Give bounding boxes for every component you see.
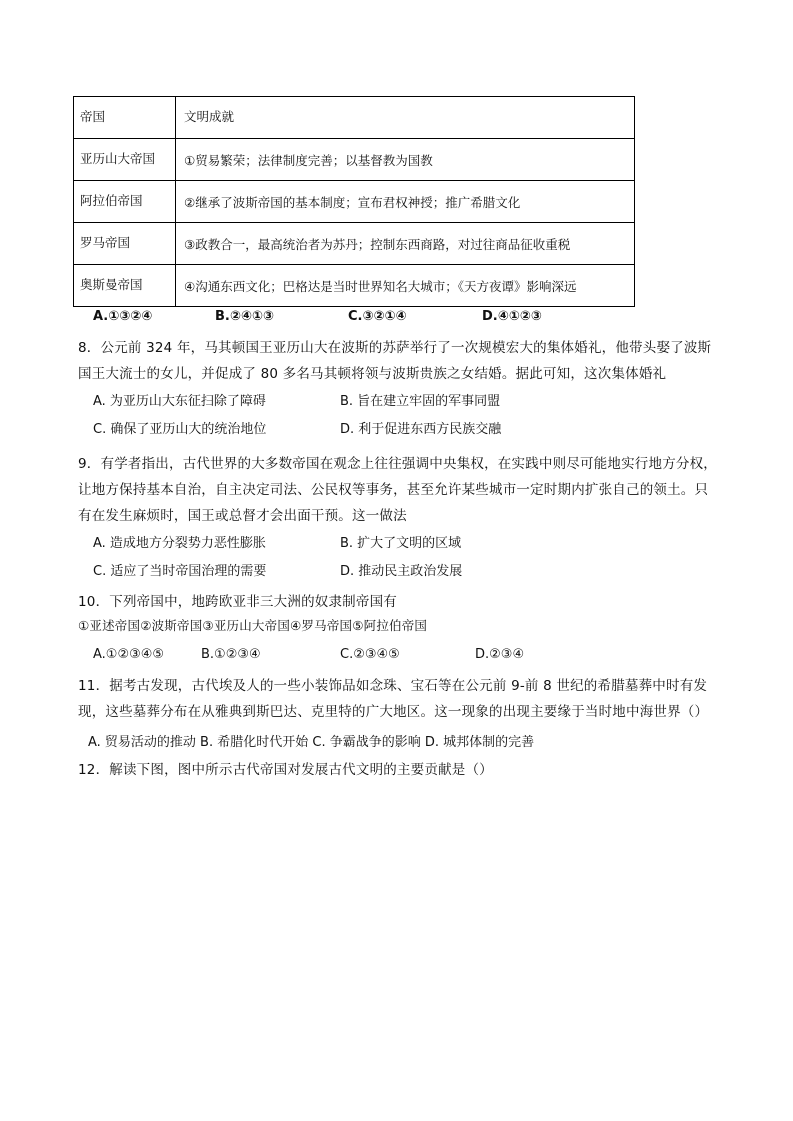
table-row <box>74 265 635 307</box>
table-header-row <box>74 97 635 139</box>
q7-option-b: B.②④①③ <box>215 309 274 324</box>
table-row <box>74 181 635 223</box>
table-cell-achievement: ②继承了波斯帝国的基本制度；宣布君权神授；推广希腊文化 <box>176 181 635 223</box>
q9-stem-line: 9．有学者指出，古代世界的大多数帝国在观念上往往强调中央集权，在实践中则尽可能地实行地方分权， <box>78 456 717 472</box>
q9-stem-line: 让地方保持基本自治，自主决定司法、公民权等事务，甚至允许某些城市一定时期内扩张自己的领土。只 <box>78 482 709 498</box>
table-cell-achievement: ①贸易繁荣；法律制度完善；以基督教为国教 <box>176 139 635 181</box>
q9-option-b: B. 扩大了文明的区域 <box>340 536 462 551</box>
q8-stem-line: 8．公元前 324 年，马其顿国王亚历山大在波斯的苏萨举行了一次规模宏大的集体婚礼，他带头娶了波斯 <box>78 340 712 356</box>
q8-option-a: A. 为亚历山大东征扫除了障碍 <box>93 394 266 409</box>
empire-achievement-table <box>73 96 635 307</box>
q9-option-d: D. 推动民主政治发展 <box>340 564 463 579</box>
table-row <box>74 223 635 265</box>
q10-items-line: ①亚述帝国②波斯帝国③亚历山大帝国④罗马帝国⑤阿拉伯帝国 <box>78 618 428 633</box>
q10-option-d: D.②③④ <box>475 647 525 662</box>
q7-option-d: D.④①②③ <box>482 309 542 324</box>
q9-option-c: C. 适应了当时帝国治理的需要 <box>93 564 267 579</box>
q11-options-line: A. 贸易活动的推动 B. 希腊化时代开始 C. 争霸战争的影响 D. 城邦体制的完善 <box>88 735 535 750</box>
q7-option-a: A.①③②④ <box>93 309 153 324</box>
table-cell-empire: 奥斯曼帝国 <box>74 265 176 307</box>
q10-option-a: A.①②③④⑤ <box>93 647 165 662</box>
q7-option-c: C.③②①④ <box>348 309 407 324</box>
q9-stem-line: 有在发生麻烦时，国王或总督才会出面干预。这一做法 <box>78 508 407 524</box>
q10-option-b: B.①②③④ <box>201 647 261 662</box>
table-header-empire: 帝国 <box>74 97 176 139</box>
q11-stem-line: 11．据考古发现，古代埃及人的一些小装饰品如念珠、宝石等在公元前 9-前 8 世纪的希腊墓葬中时有发 <box>78 678 708 694</box>
q8-option-c: C. 确保了亚历山大的统治地位 <box>93 422 267 437</box>
q12-stem-line: 12．解读下图，图中所示古代帝国对发展古代文明的主要贡献是（） <box>78 762 493 778</box>
q11-stem-line: 现，这些墓葬分布在从雅典到斯巴达、克里特的广大地区。这一现象的出现主要缘于当时地中海世界（） <box>78 704 709 720</box>
q10-option-c: C.②③④⑤ <box>340 647 400 662</box>
table-cell-empire: 亚历山大帝国 <box>74 139 176 181</box>
table-cell-achievement: ④沟通东西文化；巴格达是当时世界知名大城市；《天方夜谭》影响深远 <box>176 265 635 307</box>
table-cell-empire: 阿拉伯帝国 <box>74 181 176 223</box>
q9-option-a: A. 造成地方分裂势力恶性膨胀 <box>93 536 266 551</box>
table-cell-empire: 罗马帝国 <box>74 223 176 265</box>
table-row <box>74 139 635 181</box>
q10-stem-line: 10．下列帝国中，地跨欧亚非三大洲的奴隶制帝国有 <box>78 594 397 610</box>
q8-option-b: B. 旨在建立牢固的军事同盟 <box>340 394 501 409</box>
table-cell-achievement: ③政教合一，最高统治者为苏丹；控制东西商路，对过往商品征收重税 <box>176 223 635 265</box>
table-header-achievement: 文明成就 <box>176 97 635 139</box>
q8-stem-line: 国王大流士的女儿，并促成了 80 多名马其顿将领与波斯贵族之女结婚。据此可知，这次集体婚礼 <box>78 366 667 382</box>
q8-option-d: D. 利于促进东西方民族交融 <box>340 422 502 437</box>
